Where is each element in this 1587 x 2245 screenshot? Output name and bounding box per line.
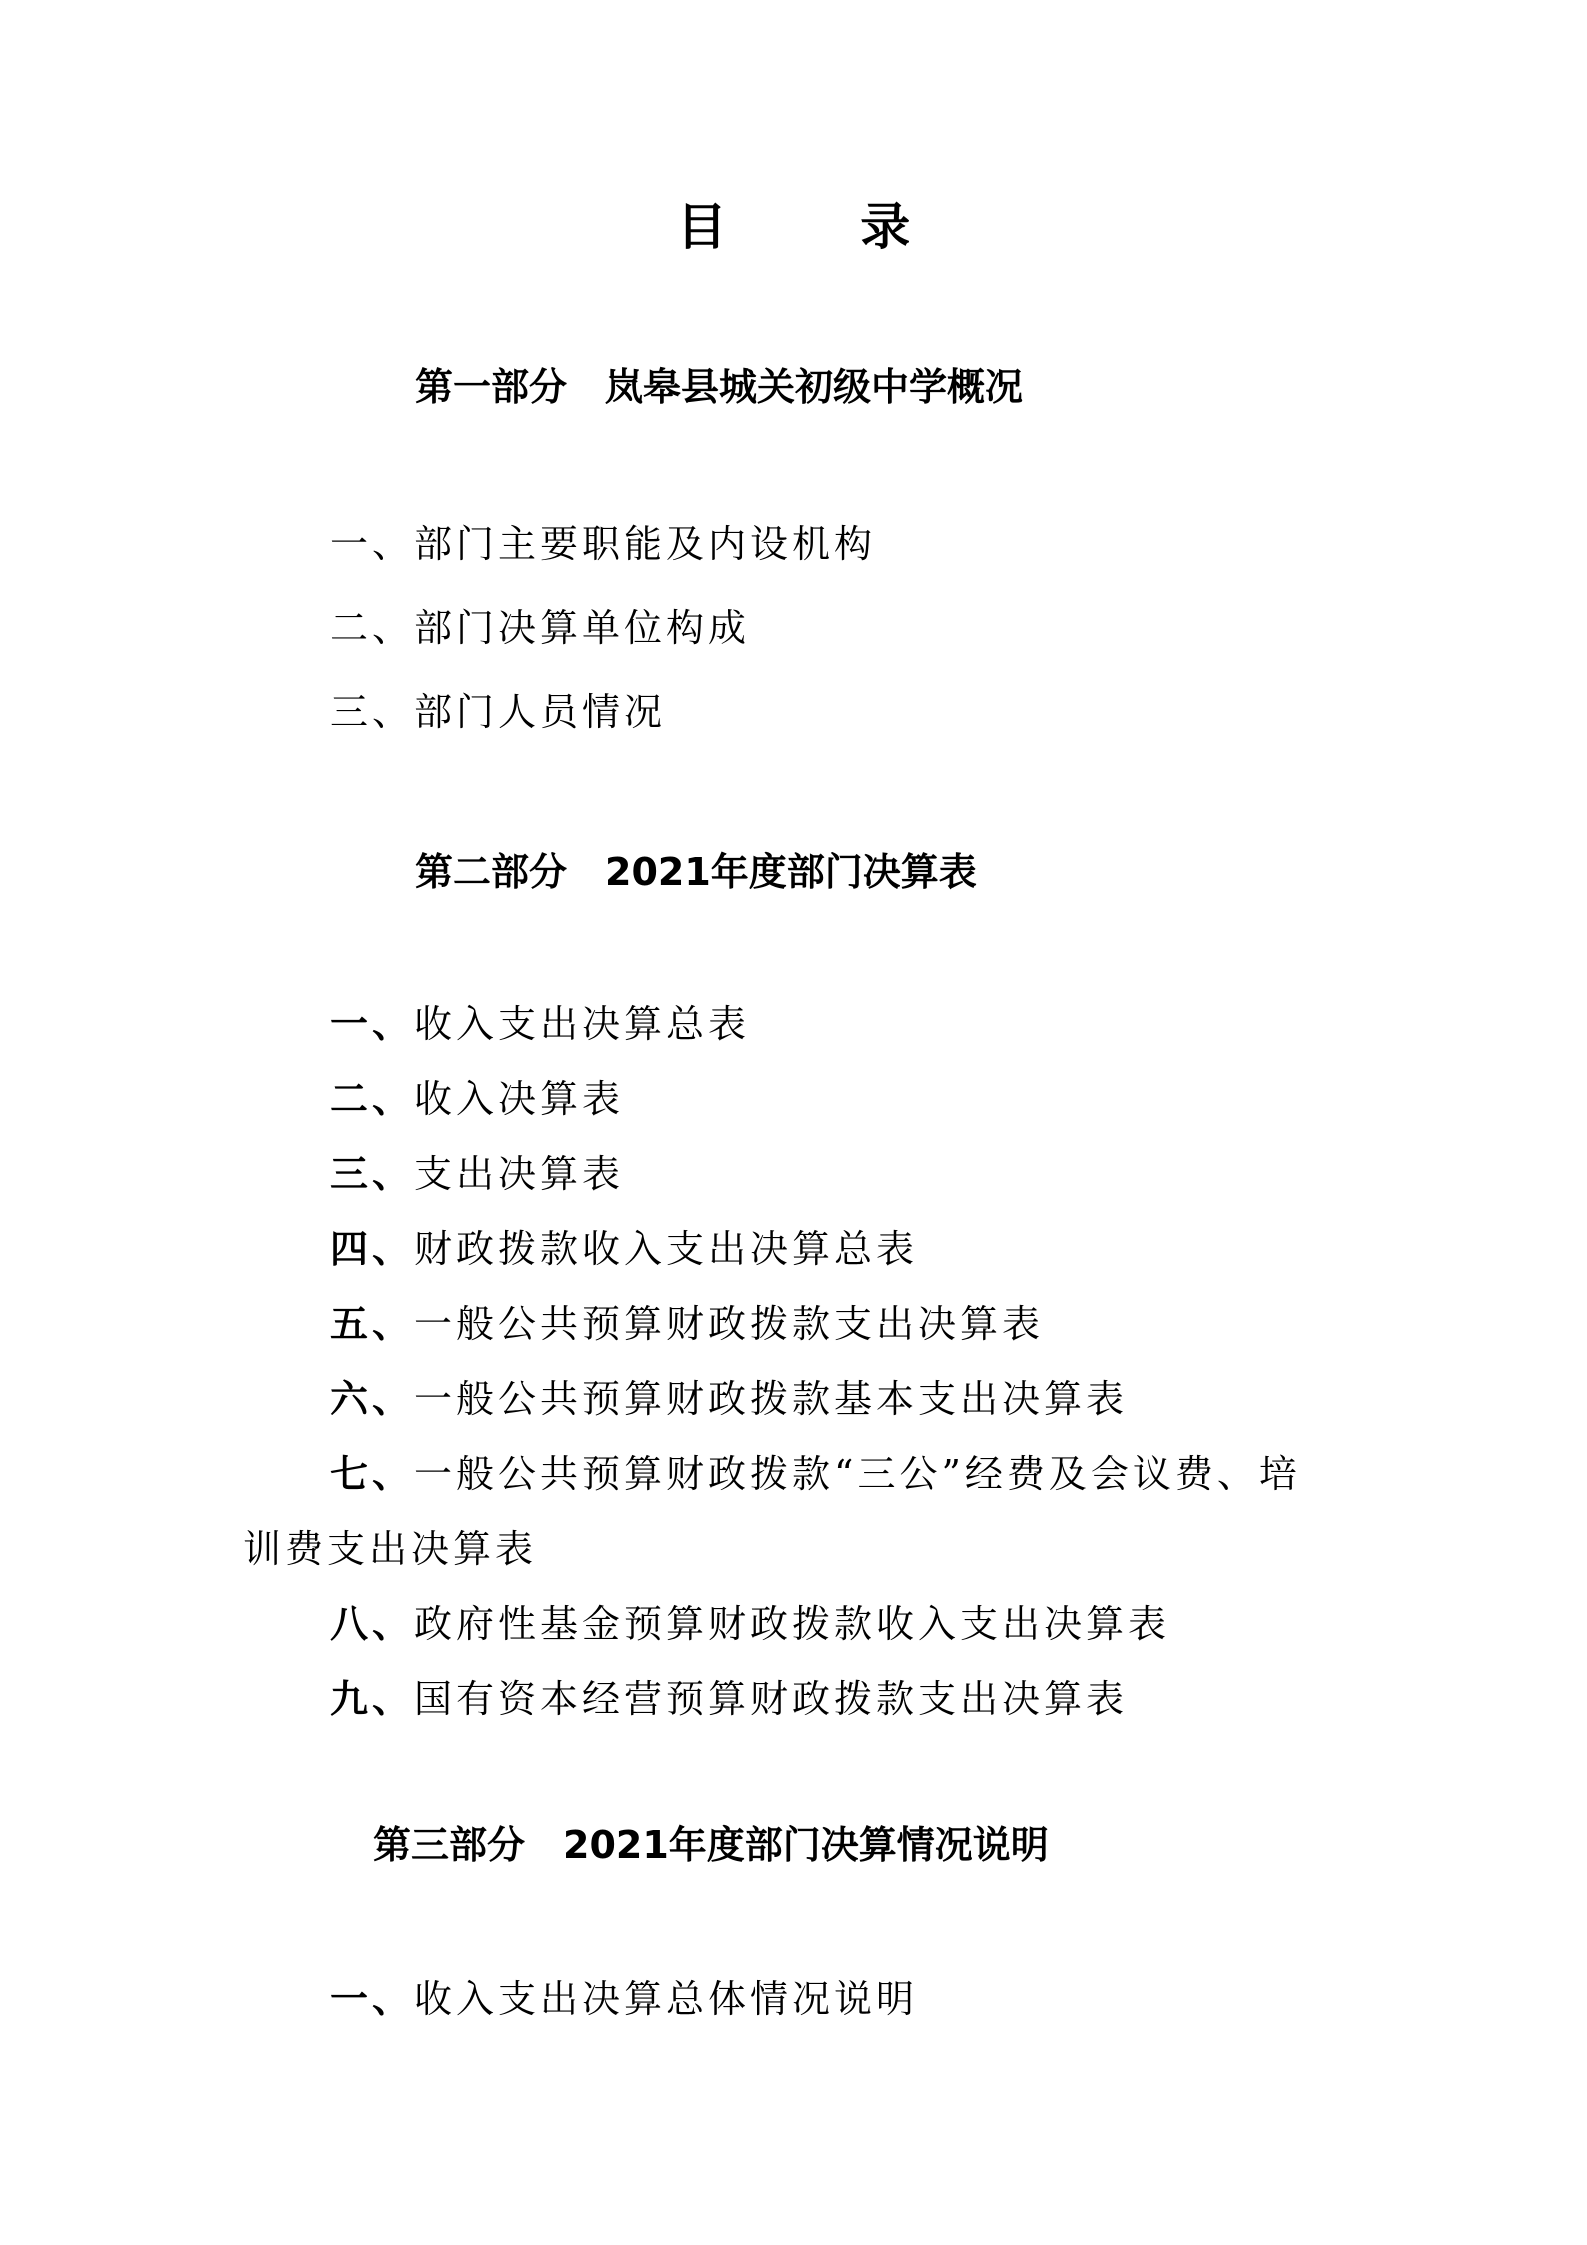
toc-item-number: 二、 bbox=[330, 1077, 415, 1121]
toc-item-text: 支出决算表 bbox=[414, 1152, 625, 1196]
part-2-label: 第二部分 bbox=[415, 850, 568, 894]
toc-item-continuation[interactable] bbox=[243, 1525, 537, 1573]
toc-item[interactable] bbox=[330, 1600, 1170, 1648]
part-1-label: 第一部分 bbox=[415, 365, 568, 409]
toc-item-text: 政府性基金预算财政拨款收入支出决算表 bbox=[414, 1602, 1171, 1646]
toc-item[interactable] bbox=[330, 1375, 1128, 1423]
toc-item-number: 四、 bbox=[330, 1227, 415, 1271]
toc-item-number: 三、 bbox=[330, 690, 415, 734]
toc-item-number: 九、 bbox=[330, 1677, 415, 1721]
toc-item-text: 训费支出决算表 bbox=[243, 1527, 538, 1571]
toc-item-number: 二、 bbox=[330, 606, 415, 650]
toc-item[interactable] bbox=[330, 1150, 624, 1198]
toc-item-text: 部门决算单位构成 bbox=[414, 606, 751, 650]
toc-item[interactable] bbox=[330, 520, 876, 568]
part-3-name: 2021年度部门决算情况说明 bbox=[563, 1823, 1049, 1867]
toc-item-number: 八、 bbox=[330, 1602, 415, 1646]
toc-item[interactable] bbox=[330, 1450, 1301, 1498]
toc-item[interactable] bbox=[330, 688, 666, 736]
part-1-heading bbox=[415, 363, 1023, 411]
part-3-heading bbox=[373, 1821, 1049, 1869]
toc-item-number: 六、 bbox=[330, 1377, 415, 1421]
toc-item[interactable] bbox=[330, 1000, 750, 1048]
toc-item-number: 一、 bbox=[330, 1977, 415, 2021]
toc-item-text: 收入支出决算总表 bbox=[414, 1002, 751, 1046]
toc-item-text: 部门主要职能及内设机构 bbox=[414, 522, 877, 566]
toc-item[interactable] bbox=[330, 1225, 918, 1273]
toc-item-number: 五、 bbox=[330, 1302, 415, 1346]
part-2-name: 2021年度部门决算表 bbox=[605, 850, 977, 894]
toc-item-number: 三、 bbox=[330, 1152, 415, 1196]
toc-item-number: 七、 bbox=[330, 1452, 415, 1496]
toc-item-text: 财政拨款收入支出决算总表 bbox=[414, 1227, 919, 1271]
part-3-label: 第三部分 bbox=[373, 1823, 526, 1867]
toc-item-text: 一般公共预算财政拨款“三公”经费及会议费、培 bbox=[414, 1452, 1301, 1496]
toc-item-text: 收入决算表 bbox=[414, 1077, 625, 1121]
toc-item-text: 一般公共预算财政拨款基本支出决算表 bbox=[414, 1377, 1129, 1421]
toc-item[interactable] bbox=[330, 1300, 1044, 1348]
toc-item-text: 一般公共预算财政拨款支出决算表 bbox=[414, 1302, 1045, 1346]
toc-item[interactable] bbox=[330, 1075, 624, 1123]
part-2-heading bbox=[415, 848, 977, 896]
page-title: 目 录 bbox=[676, 198, 969, 256]
toc-item-text: 收入支出决算总体情况说明 bbox=[414, 1977, 919, 2021]
toc-item-number: 一、 bbox=[330, 522, 415, 566]
part-1-name: 岚皋县城关初级中学概况 bbox=[605, 365, 1024, 409]
toc-item-text: 部门人员情况 bbox=[414, 690, 667, 734]
toc-item[interactable] bbox=[330, 1975, 918, 2023]
toc-item-number: 一、 bbox=[330, 1002, 415, 1046]
toc-item-text: 国有资本经营预算财政拨款支出决算表 bbox=[414, 1677, 1129, 1721]
toc-item[interactable] bbox=[330, 604, 750, 652]
toc-item[interactable] bbox=[330, 1675, 1128, 1723]
